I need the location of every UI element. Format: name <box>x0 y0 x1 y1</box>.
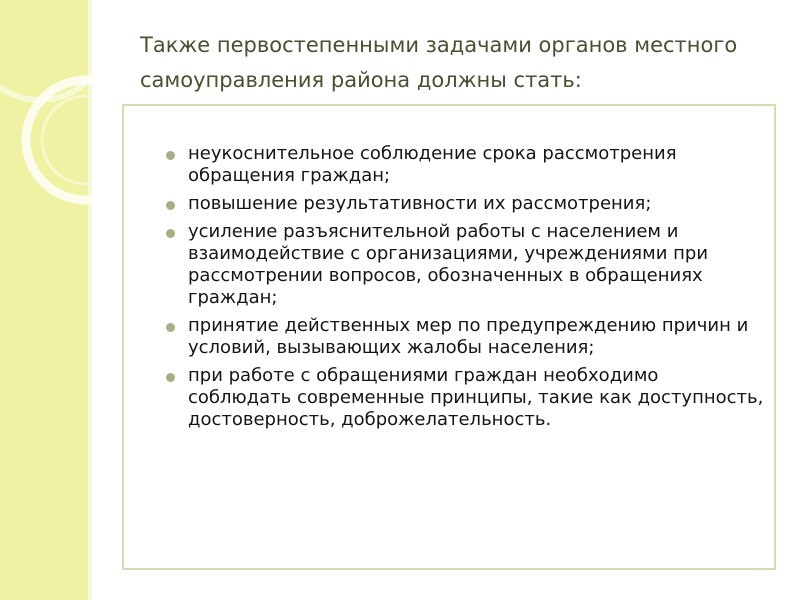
list-item <box>166 365 766 431</box>
list-item <box>166 193 766 215</box>
list-item-text: неукоснительное соблюдение срока рассмотрения обращения граждан; <box>188 143 677 186</box>
slide-title: Также первостепенными задачами органов местного самоуправления района должны стать: <box>140 33 738 92</box>
bullet-dot-icon <box>166 323 175 332</box>
list-item-text: повышение результативности их рассмотрения; <box>188 193 652 214</box>
bullet-dot-icon <box>166 229 175 238</box>
bullet-list <box>166 143 766 437</box>
list-item-text: при работе с обращениями граждан необходимо соблюдать современные принципы, такие как доступность, достоверность, доброжелательность. <box>188 365 764 430</box>
bullet-dot-icon <box>166 151 175 160</box>
bullet-dot-icon <box>166 201 175 210</box>
list-item <box>166 221 766 309</box>
bullet-dot-icon <box>166 373 175 382</box>
list-item-text: принятие действенных мер по предупреждению причин и условий, вызывающих жалобы населения; <box>188 315 749 358</box>
list-item-text: усиление разъяснительной работы с населением и взаимодействие с организациями, учреждениями при рассмотрении вопросов, обозначенных в обращениях граждан; <box>188 221 709 308</box>
content-box <box>122 104 776 570</box>
list-item <box>166 143 766 187</box>
list-item <box>166 315 766 359</box>
